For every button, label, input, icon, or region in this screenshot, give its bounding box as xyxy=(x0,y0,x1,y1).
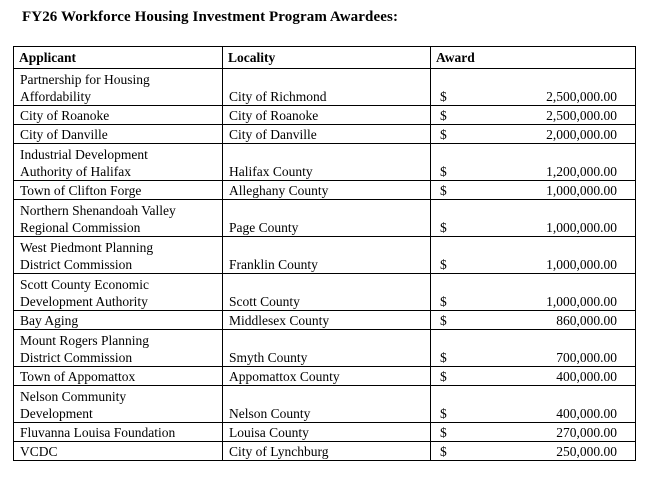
award-value-group xyxy=(431,200,635,236)
award-amount: 700,000.00 xyxy=(556,350,617,365)
applicant-line: Industrial Development xyxy=(20,147,148,162)
cell-locality: City of Richmond xyxy=(223,69,431,106)
cell-applicant xyxy=(14,200,223,237)
award-value-group xyxy=(431,367,635,385)
cell-applicant xyxy=(14,237,223,274)
cell-applicant xyxy=(14,423,223,442)
applicant-line: District Commission xyxy=(20,350,133,365)
cell-locality: Page County xyxy=(223,200,431,237)
award-amount: 1,000,000.00 xyxy=(546,294,617,309)
award-value-group xyxy=(431,330,635,366)
applicant-line: Development Authority xyxy=(20,294,148,309)
award-value-group xyxy=(431,125,635,143)
cell-award xyxy=(431,386,636,423)
table-header xyxy=(14,47,636,69)
cell-applicant xyxy=(14,386,223,423)
table-row xyxy=(14,423,636,442)
award-value-group xyxy=(431,274,635,310)
cell-award xyxy=(431,106,636,125)
cell-locality: Middlesex County xyxy=(223,311,431,330)
applicant-line: Town of Appomattox xyxy=(20,369,136,384)
applicant-line: Regional Commission xyxy=(20,220,141,235)
cell-award xyxy=(431,125,636,144)
cell-locality: Scott County xyxy=(223,274,431,311)
applicant-line: City of Roanoke xyxy=(20,108,110,123)
award-amount: 400,000.00 xyxy=(556,406,617,421)
award-value-group xyxy=(431,237,635,273)
table-row xyxy=(14,442,636,461)
cell-applicant xyxy=(14,144,223,181)
currency-symbol: $ xyxy=(440,183,447,198)
table-body xyxy=(14,69,636,461)
cell-award xyxy=(431,442,636,461)
award-value-group xyxy=(431,144,635,180)
table-row xyxy=(14,237,636,274)
award-amount: 2,500,000.00 xyxy=(546,108,617,123)
currency-symbol: $ xyxy=(440,257,447,272)
award-amount: 2,500,000.00 xyxy=(546,89,617,104)
cell-award xyxy=(431,181,636,200)
table-row xyxy=(14,144,636,181)
currency-symbol: $ xyxy=(440,108,447,123)
cell-award xyxy=(431,274,636,311)
cell-applicant xyxy=(14,442,223,461)
table-row xyxy=(14,367,636,386)
award-value-group xyxy=(431,69,635,105)
applicant-line: Fluvanna Louisa Foundation xyxy=(20,425,176,440)
applicant-line: Mount Rogers Planning xyxy=(20,333,150,348)
cell-locality: City of Roanoke xyxy=(223,106,431,125)
award-value-group xyxy=(431,106,635,124)
applicant-line: Bay Aging xyxy=(20,313,79,328)
currency-symbol: $ xyxy=(440,350,447,365)
award-amount: 860,000.00 xyxy=(556,313,617,328)
award-value-group xyxy=(431,311,635,329)
award-amount: 1,000,000.00 xyxy=(546,257,617,272)
award-amount: 400,000.00 xyxy=(556,369,617,384)
table-row xyxy=(14,386,636,423)
applicant-line: Northern Shenandoah Valley xyxy=(20,203,176,218)
table-row xyxy=(14,106,636,125)
cell-award xyxy=(431,367,636,386)
table-header-row xyxy=(14,47,636,69)
applicant-line: Affordability xyxy=(20,89,91,104)
currency-symbol: $ xyxy=(440,89,447,104)
cell-award xyxy=(431,69,636,106)
column-header-award: Award xyxy=(431,47,636,69)
applicant-line: Town of Clifton Forge xyxy=(20,183,142,198)
currency-symbol: $ xyxy=(440,220,447,235)
cell-award xyxy=(431,330,636,367)
column-header-locality: Locality xyxy=(223,47,431,69)
currency-symbol: $ xyxy=(440,369,447,384)
applicant-line: Development xyxy=(20,406,93,421)
table-row xyxy=(14,69,636,106)
cell-locality: Halifax County xyxy=(223,144,431,181)
column-header-applicant: Applicant xyxy=(14,47,223,69)
cell-applicant xyxy=(14,69,223,106)
page-title: FY26 Workforce Housing Investment Program Awardees: xyxy=(22,9,399,25)
applicant-line: Scott County Economic xyxy=(20,277,149,292)
cell-applicant xyxy=(14,181,223,200)
award-value-group xyxy=(431,442,635,460)
cell-award xyxy=(431,200,636,237)
award-value-group xyxy=(431,181,635,199)
cell-award xyxy=(431,237,636,274)
cell-locality: Franklin County xyxy=(223,237,431,274)
cell-award xyxy=(431,144,636,181)
currency-symbol: $ xyxy=(440,313,447,328)
cell-locality: Louisa County xyxy=(223,423,431,442)
award-amount: 250,000.00 xyxy=(556,444,617,459)
table-row xyxy=(14,311,636,330)
award-amount: 1,200,000.00 xyxy=(546,164,617,179)
cell-award xyxy=(431,423,636,442)
table-row xyxy=(14,200,636,237)
currency-symbol: $ xyxy=(440,164,447,179)
applicant-line: Partnership for Housing xyxy=(20,72,150,87)
cell-locality: Appomattox County xyxy=(223,367,431,386)
cell-locality: City of Danville xyxy=(223,125,431,144)
applicant-line: West Piedmont Planning xyxy=(20,240,154,255)
cell-award xyxy=(431,311,636,330)
cell-locality: Smyth County xyxy=(223,330,431,367)
applicant-line: District Commission xyxy=(20,257,133,272)
cell-applicant xyxy=(14,125,223,144)
cell-locality: Alleghany County xyxy=(223,181,431,200)
cell-applicant xyxy=(14,367,223,386)
applicant-line: VCDC xyxy=(20,444,58,459)
table-row xyxy=(14,330,636,367)
applicant-line: City of Danville xyxy=(20,127,108,142)
award-amount: 2,000,000.00 xyxy=(546,127,617,142)
cell-applicant xyxy=(14,311,223,330)
currency-symbol: $ xyxy=(440,127,447,142)
currency-symbol: $ xyxy=(440,425,447,440)
awardees-table xyxy=(13,46,636,461)
award-amount: 270,000.00 xyxy=(556,425,617,440)
cell-locality: Nelson County xyxy=(223,386,431,423)
currency-symbol: $ xyxy=(440,294,447,309)
table-row xyxy=(14,125,636,144)
award-value-group xyxy=(431,386,635,422)
cell-applicant xyxy=(14,274,223,311)
applicant-line: Authority of Halifax xyxy=(20,164,131,179)
currency-symbol: $ xyxy=(440,406,447,421)
award-value-group xyxy=(431,423,635,441)
applicant-line: Nelson Community xyxy=(20,389,127,404)
cell-locality: City of Lynchburg xyxy=(223,442,431,461)
currency-symbol: $ xyxy=(440,444,447,459)
award-amount: 1,000,000.00 xyxy=(546,183,617,198)
table-row xyxy=(14,274,636,311)
cell-applicant xyxy=(14,330,223,367)
cell-applicant xyxy=(14,106,223,125)
table-row xyxy=(14,181,636,200)
award-amount: 1,000,000.00 xyxy=(546,220,617,235)
